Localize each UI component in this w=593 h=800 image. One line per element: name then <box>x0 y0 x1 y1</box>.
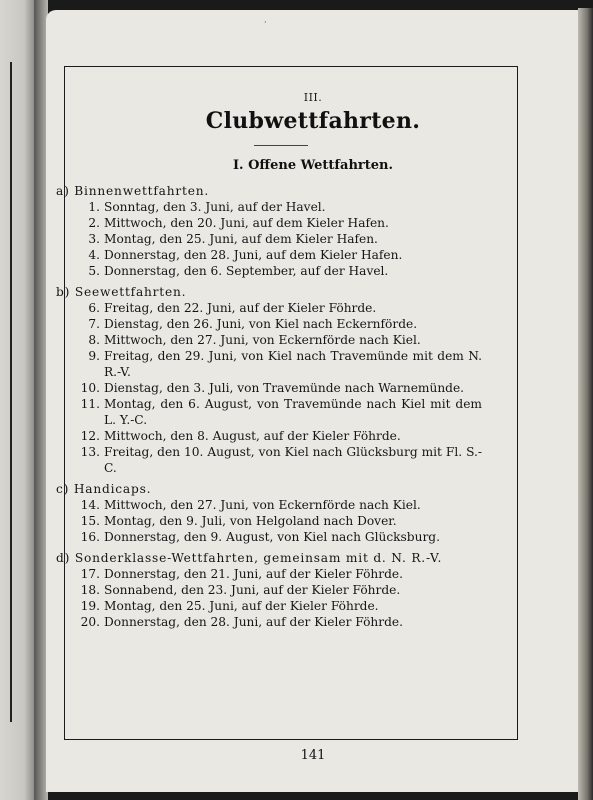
race-entry-text: Donnerstag, den 28. Juni, auf der Kieler Föhrde. <box>104 615 403 629</box>
race-entry <box>56 614 496 630</box>
race-entry-number: 19. <box>80 599 100 613</box>
race-entry-text: Mittwoch, den 27. Juni, von Eckernförde nach Kiel. <box>104 498 421 512</box>
race-group <box>56 183 496 279</box>
race-entry-text: Donnerstag, den 9. August, von Kiel nach Glücksburg. <box>104 530 440 544</box>
race-entry-number: 1. <box>88 200 100 214</box>
race-entries <box>56 497 496 545</box>
race-entry-number: 8. <box>88 333 100 347</box>
page-subtitle: I. Offene Wettfahrten. <box>232 158 394 173</box>
race-entry <box>56 247 496 263</box>
facing-page-frame-line <box>0 62 12 722</box>
race-entry-text: Freitag, den 10. August, von Kiel nach Glücksburg mit Fl. S.-C. <box>104 445 482 475</box>
race-entry-number: 4. <box>88 248 100 262</box>
race-entry <box>56 582 496 598</box>
race-entry <box>56 316 496 332</box>
race-entry <box>56 348 496 380</box>
race-group-heading: c) Handicaps. <box>56 482 152 496</box>
race-entry-number: 2. <box>88 216 100 230</box>
page-number: 141 <box>300 748 326 763</box>
race-entry-number: 3. <box>88 232 100 246</box>
race-entry <box>56 529 496 545</box>
race-entry-number: 17. <box>80 567 100 581</box>
race-entry-text: Donnerstag, den 28. Juni, auf dem Kieler Hafen. <box>104 248 403 262</box>
race-entry-text: Freitag, den 29. Juni, von Kiel nach Travemünde mit dem N. R.-V. <box>104 349 482 379</box>
page-title: Clubwettfahrten. <box>205 108 421 134</box>
race-group <box>56 284 496 476</box>
race-entry <box>56 263 496 279</box>
race-entry-number: 10. <box>80 381 100 395</box>
section-numeral: III. <box>303 91 323 104</box>
race-group <box>56 481 496 545</box>
race-entries <box>56 566 496 630</box>
race-entry <box>56 231 496 247</box>
race-entry <box>56 332 496 348</box>
race-entry-number: 7. <box>88 317 100 331</box>
race-entry <box>56 513 496 529</box>
race-entry-text: Mittwoch, den 27. Juni, von Eckernförde nach Kiel. <box>104 333 421 347</box>
race-entry-number: 11. <box>80 397 100 411</box>
race-entry <box>56 598 496 614</box>
race-entry-number: 5. <box>88 264 100 278</box>
race-entry-text: Montag, den 9. Juli, von Helgoland nach Dover. <box>104 514 397 528</box>
race-entry-number: 18. <box>80 583 100 597</box>
race-entry-number: 20. <box>80 615 100 629</box>
race-entry-text: Freitag, den 22. Juni, auf der Kieler Föhrde. <box>104 301 377 315</box>
race-group-heading: a) Binnenwettfahrten. <box>56 184 210 198</box>
race-entry-number: 15. <box>80 514 100 528</box>
race-entry-text: Donnerstag, den 6. September, auf der Havel. <box>104 264 389 278</box>
race-entry-number: 12. <box>80 429 100 443</box>
race-list <box>56 183 496 630</box>
race-entry-text: Dienstag, den 3. Juli, von Travemünde nach Warnemünde. <box>104 381 465 395</box>
race-entry-text: Montag, den 25. Juni, auf dem Kieler Hafen. <box>104 232 378 246</box>
book-page <box>46 10 580 792</box>
race-entry-text: Mittwoch, den 20. Juni, auf dem Kieler Hafen. <box>104 216 389 230</box>
race-group-heading: d) Sonderklasse-Wettfahrten, gemeinsam mit d. N. R.-V. <box>56 551 443 565</box>
race-entry-text: Montag, den 6. August, von Travemünde nach Kiel mit dem L. Y.-C. <box>104 397 482 427</box>
page-fore-edge <box>578 8 593 800</box>
race-entry <box>56 444 496 476</box>
race-entry <box>56 300 496 316</box>
race-entry-number: 13. <box>80 445 100 459</box>
race-entries <box>56 300 496 476</box>
race-entry <box>56 428 496 444</box>
race-entry-number: 16. <box>80 530 100 544</box>
race-entry-text: Donnerstag, den 21. Juni, auf der Kieler Föhrde. <box>104 567 403 581</box>
race-entry-text: Sonnabend, den 23. Juni, auf der Kieler Föhrde. <box>104 583 401 597</box>
race-entry-text: Dienstag, den 26. Juni, von Kiel nach Eckernförde. <box>104 317 418 331</box>
race-entry <box>56 497 496 513</box>
race-entry <box>56 380 496 396</box>
race-entry-text: Sonntag, den 3. Juni, auf der Havel. <box>104 200 326 214</box>
race-entry <box>56 199 496 215</box>
race-entry <box>56 215 496 231</box>
race-entry-text: Montag, den 25. Juni, auf der Kieler Föhrde. <box>104 599 379 613</box>
page-speck: · <box>264 18 267 27</box>
race-entry <box>56 566 496 582</box>
race-entry <box>56 396 496 428</box>
race-group <box>56 550 496 630</box>
race-entry-text: Mittwoch, den 8. August, auf der Kieler Föhrde. <box>104 429 401 443</box>
race-entry-number: 9. <box>88 349 100 363</box>
title-divider <box>254 145 308 146</box>
race-entries <box>56 199 496 279</box>
race-entry-number: 6. <box>88 301 100 315</box>
race-group-heading: b) Seewettfahrten. <box>56 285 187 299</box>
race-entry-number: 14. <box>80 498 100 512</box>
